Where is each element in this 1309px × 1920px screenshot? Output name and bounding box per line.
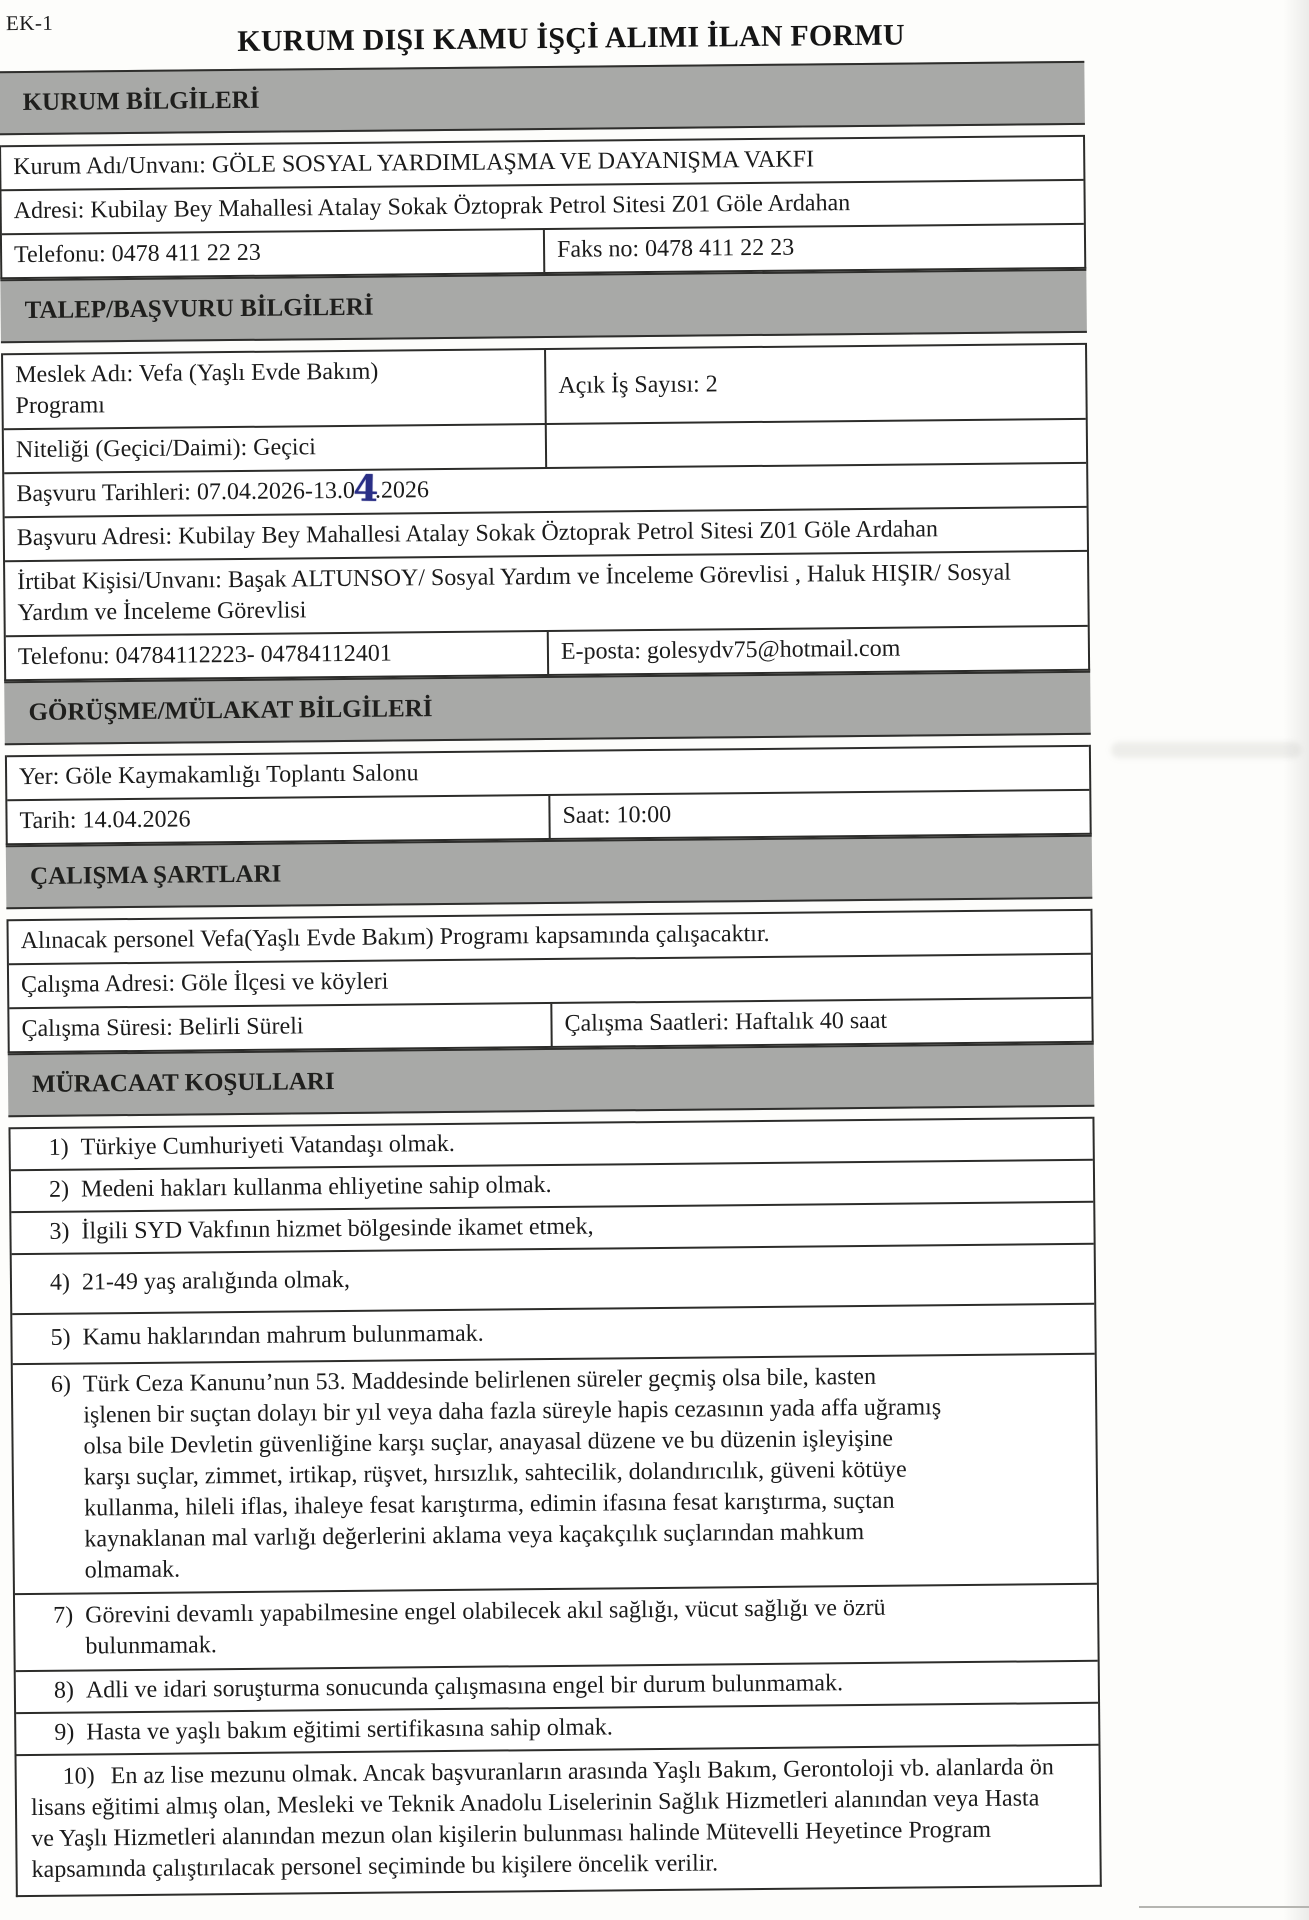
tarih-printed-suffix: .2026	[374, 477, 430, 504]
item-number: 6)	[50, 1371, 72, 1398]
niteligi-empty-cell	[545, 420, 1086, 467]
item-number: 7)	[53, 1602, 74, 1629]
scan-edge-shadow	[1283, 0, 1309, 1920]
calisma-suresi-value: Çalışma Süresi: Belirli Süreli	[21, 1013, 304, 1043]
item-number: 4)	[49, 1269, 71, 1296]
faks-value: Faks no: 0478 411 22 23	[543, 225, 1084, 272]
item-text: Hasta ve yaşlı bakım eğitimi sertifikasına sahip olmak.	[86, 1714, 613, 1746]
list-item-10	[16, 1744, 1099, 1895]
item-number: 3)	[49, 1218, 70, 1245]
item-text: Türk Ceza Kanunu’nun 53. Maddesinde belirlenen süreler geçmiş olsa bile, kasten işlenen bir suçtan dolayı bir yıl veya daha fazla süreyle hapis cezasının yada affa uğramış olsa bile Devletin güvenliğine karşı suçlar, anayasal düzene ve bu düzenin işleyişine karşı suçlar, zimmet, irtikap, rüşvet, hırsızlık, sahtecilik, dolandırıcılık, güveni kötüye kullanma, hileli iflas, ihaleye fesat karıştırma, edimin ifasına fesat karıştırma, suçtan kaynaklanan mal varlığı değerlerini aklama veya kaçakçılık suçlarından mahkum olmamak.	[82, 1363, 942, 1584]
item-text: İlgili SYD Vakfının hizmet bölgesinde ikamet etmek,	[81, 1213, 594, 1245]
section-calisma-sartlari	[6, 909, 1093, 1053]
item-text: Medeni hakları kullanma ehliyetine sahip olmak.	[80, 1172, 552, 1203]
kurum-adi-value: Kurum Adı/Unvanı: GÖLE SOSYAL YARDIMLAŞMA VE DAYANIŞMA VAKFI	[13, 146, 815, 181]
list-item-6	[13, 1353, 1097, 1593]
scan-smudge	[1111, 742, 1301, 758]
section-header-kurum-bilgileri: KURUM BİLGİLERİ	[0, 61, 1085, 135]
basvuru-adresi-value: Başvuru Adresi: Kubilay Bey Mahallesi Atalay Sokak Öztoprak Petrol Sitesi Z01 Göle Ardahan	[16, 516, 939, 552]
item-text: En az lise mezunu olmak. Ancak başvuranların arasında Yaşlı Bakım, Gerontoloji vb. alanlarda ön lisans eğitimi almış olan, Mesleki ve Teknik Anadolu Liselerinin Sağlık Hizmetleri alanından veya Hasta ve Yaşlı Hizmetleri alanından mezun olan kişilerin bulunması halinde Mütevelli Heyetince Program kapsamında çalıştırılacak personel seçiminde bu kişilere öncelik verilir.	[30, 1754, 1054, 1884]
tarih-printed-prefix: Başvuru Tarihleri: 07.04.2026-13.0	[16, 477, 356, 508]
item-text: 21-49 yaş aralığında olmak,	[81, 1266, 351, 1296]
niteligi-value: Niteliği (Geçici/Daimi): Geçici	[15, 434, 316, 464]
row-irtibat	[5, 550, 1088, 635]
section-header-muracaat-kosullari: MÜRACAAT KOŞULLARI	[8, 1043, 1095, 1117]
form-title: KURUM DIŞI KAMU İŞÇİ ALIMI İLAN FORMU	[237, 18, 905, 58]
adresi-value: Adresi: Kubilay Bey Mahallesi Atalay Sokak Öztoprak Petrol Sitesi Z01 Göle Ardahan	[13, 190, 851, 225]
list-item-4	[12, 1243, 1095, 1313]
section-header-gorusme-mulakat: GÖRÜŞME/MÜLAKAT BİLGİLERİ	[4, 671, 1091, 745]
item-text: Görevini devamlı yapabilmesine engel olabilecek akıl sağlığı, vücut sağlığı ve özrü bulunmamak.	[85, 1594, 886, 1660]
section-header-calisma-sartlari: ÇALIŞMA ŞARTLARI	[6, 835, 1093, 909]
section-kurum-bilgileri	[0, 135, 1086, 279]
list-item-7	[15, 1583, 1098, 1670]
telefon-value: Telefonu: 0478 411 22 23	[13, 239, 261, 269]
calisma-saatleri-value: Çalışma Saatleri: Haftalık 40 saat	[550, 999, 1091, 1046]
item-number: 8)	[53, 1677, 75, 1704]
item-text: Kamu haklarından mahrum bulunmamak.	[82, 1320, 484, 1351]
acik-is-sayisi-value: Açık İş Sayısı: 2	[544, 345, 1086, 423]
eposta-value: E-posta: golesydv75@hotmail.com	[547, 627, 1088, 674]
section-talep-basvuru	[1, 343, 1090, 681]
item-number: 1)	[48, 1134, 69, 1161]
telefon2-value: Telefonu: 04784112223- 04784112401	[17, 640, 392, 671]
item-text: Türkiye Cumhuriyeti Vatandaşı olmak.	[80, 1130, 455, 1161]
item-number: 9)	[54, 1719, 75, 1746]
item-number: 5)	[50, 1324, 71, 1351]
section-gorusme-mulakat	[5, 745, 1092, 845]
meslek-adi-value: Meslek Adı: Vefa (Yaşlı Evde Bakım) Programı	[15, 358, 379, 420]
section-header-talep-basvuru: TALEP/BAŞVURU BİLGİLERİ	[0, 269, 1087, 343]
section-muracaat-kosullari	[8, 1117, 1101, 1897]
item-number: 10)	[62, 1763, 95, 1790]
kapsam-value: Alınacak personel Vefa(Yaşlı Evde Bakım) Programı kapsamında çalışacaktır.	[20, 920, 770, 955]
item-text: Adli ve idari soruşturma sonucunda çalışmasına engel bir durum bulunmamak.	[85, 1670, 844, 1704]
irtibat-value: İrtibat Kişisi/Unvanı: Başak ALTUNSOY/ Sosyal Yardım ve İnceleme Görevlisi , Haluk HIŞIR/ Sosyal Yardım ve İnceleme Görevlisi	[17, 559, 1012, 627]
row-meslek-acikis	[3, 343, 1086, 428]
ek-label: EK-1	[5, 10, 54, 36]
calisma-adresi-value: Çalışma Adresi: Göle İlçesi ve köyleri	[20, 968, 389, 999]
tarih-value: Tarih: 14.04.2026	[19, 806, 191, 835]
yer-value: Yer: Göle Kaymakamlığı Toplantı Salonu	[18, 760, 419, 791]
item-number: 2)	[48, 1176, 70, 1203]
scan-artifact-line	[1139, 1906, 1309, 1908]
list-item-5	[12, 1303, 1094, 1363]
saat-value: Saat: 10:00	[548, 791, 1089, 838]
